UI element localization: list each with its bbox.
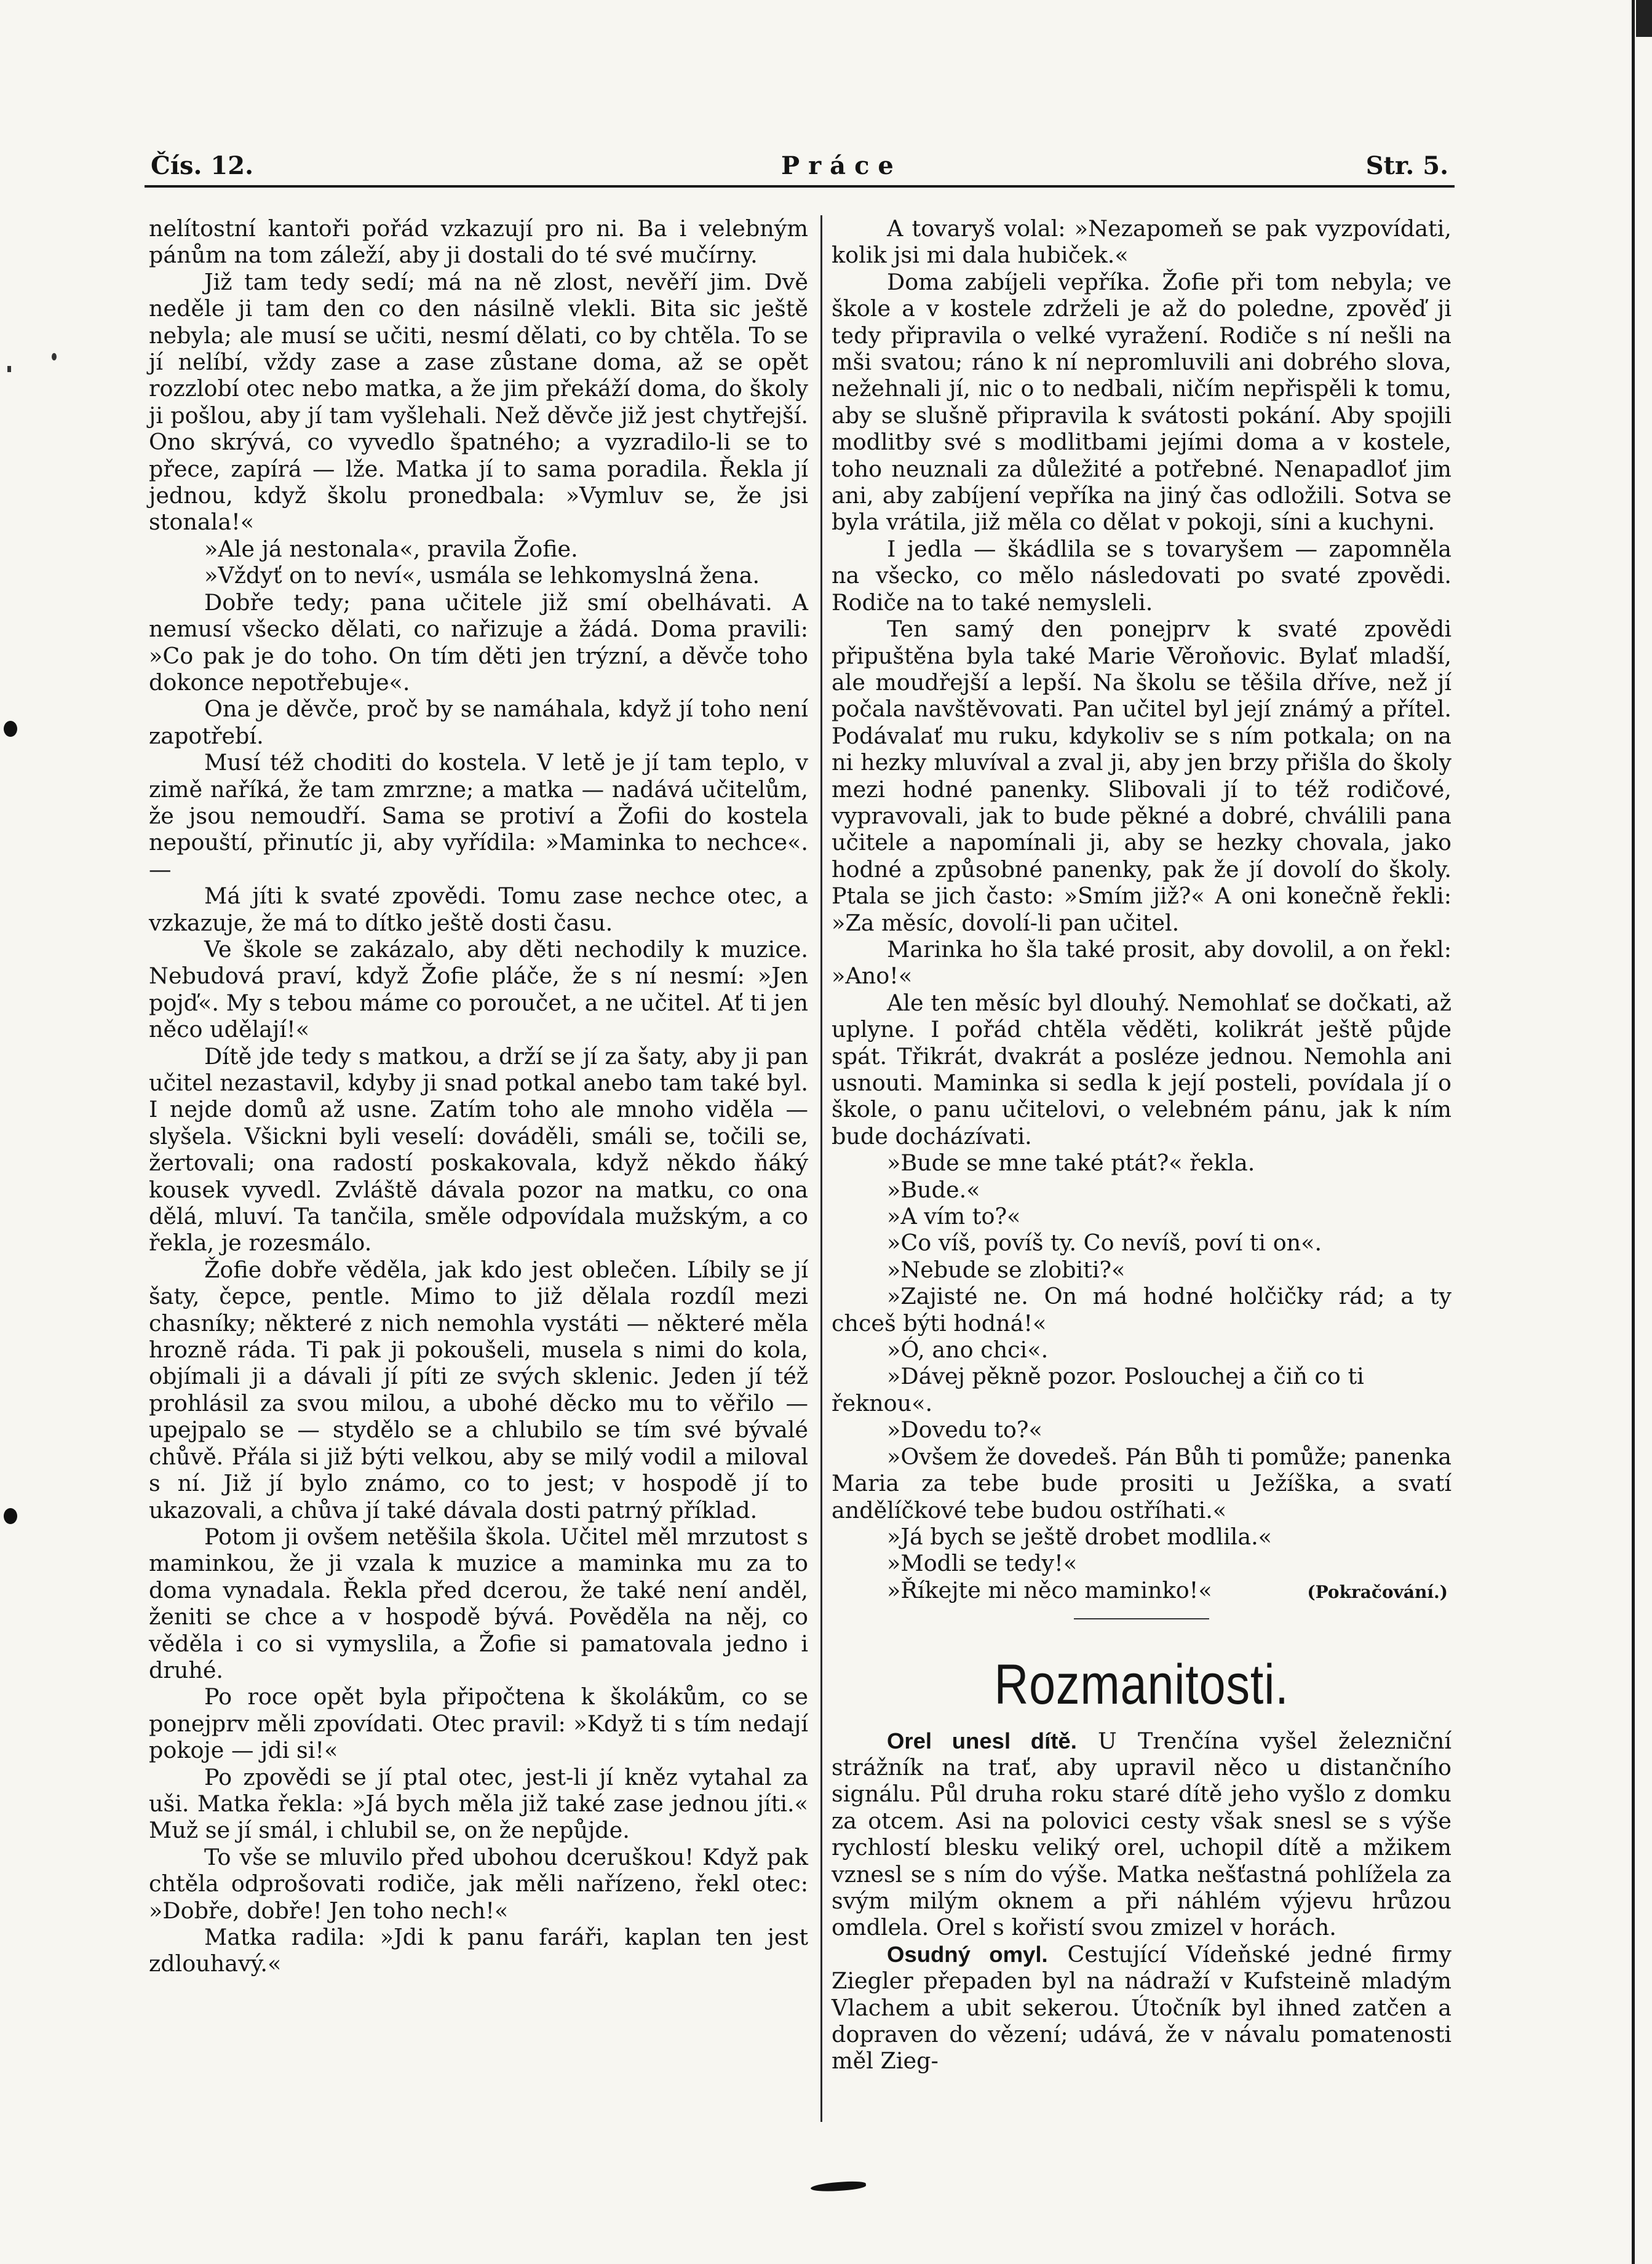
dialogue-line: »Bude.« bbox=[887, 1176, 980, 1203]
paragraph: »Ale já nestonala«, pravila Žofie. bbox=[204, 535, 578, 562]
news-item bbox=[832, 1728, 1451, 1941]
bottom-ink-mark bbox=[811, 2180, 867, 2193]
paragraph: Ona je děvče, proč by se namáhala, když jí toho není zapotřebí. bbox=[149, 696, 808, 749]
newspaper-title: Práce bbox=[781, 151, 902, 180]
paragraph: Ve škole se zakázalo, aby děti nechodily k muzice. Nebudová praví, když Žofie pláče, že s ní nesmí: »Jen pojď«. My s tebou máme co poroučet, a ne učitel. Ať ti jen něco udělají!« bbox=[149, 935, 808, 1043]
dialogue-line: »A vím to?« bbox=[887, 1203, 1021, 1230]
paragraph: Musí též choditi do kostela. V letě je jí tam teplo, v zimě naříká, že tam zmrzne; a matka — nadává učitelům, že jsou nemoudří. Sama se protiví a Žofii do kostela nepouští, přinutíc ji, aby vyřídila: »Maminka to nechce«. — bbox=[149, 749, 808, 883]
paragraph: Matka radila: »Jdi k panu faráři, kaplan ten jest zdlouhavý.« bbox=[149, 1924, 808, 1977]
right-column bbox=[832, 215, 1451, 2075]
dialogue-line: »Bude se mne také ptát?« řekla. bbox=[887, 1150, 1255, 1177]
paragraph: To vše se mluvilo před ubohou dceruškou! Když pak chtěla odprošovati rodiče, jak měli nařízeno, řekl otec: »Dobře, dobře! Jen toho nech!« bbox=[149, 1843, 808, 1924]
dialogue-line: »Říkejte mi něco maminko!« bbox=[887, 1576, 1212, 1603]
page-number: Str. 5. bbox=[1365, 151, 1448, 180]
margin-mark bbox=[7, 366, 11, 372]
dialogue-line: »Dovedu to?« bbox=[887, 1416, 1042, 1444]
dialogue-line: »Dávej pěkně pozor. Poslouchej a čiň co ti řeknou«. bbox=[832, 1363, 1364, 1416]
section-title: Rozmanitosti. bbox=[994, 1653, 1289, 1716]
paragraph: I jedla — škádlila se s tovaryšem — zapomněla na všecko, co mělo následovati po svaté zpovědi. Rodiče na to také nemysleli. bbox=[832, 535, 1451, 616]
dialogue-line: »Ovšem že dovedeš. Pán Bůh ti pomůže; panenka Maria za tebe bude prositi u Ježíška, a svatí andělíčkové tebe budou ostříhati.« bbox=[832, 1443, 1451, 1523]
scan-edge-mark bbox=[1636, 0, 1652, 37]
paragraph: Ale ten měsíc byl dlouhý. Nemohlať se dočkati, až uplyne. I pořád chtěla věděti, kolikrát ještě půjde spát. Třikrát, dvakrát a posléze jednou. Nemohla ani usnouti. Maminka si sedla k její posteli, povídala jí o škole, o panu učitelovi, o velebném pánu, jak k ním bude docházívati. bbox=[832, 989, 1451, 1150]
column-divider bbox=[820, 215, 822, 2122]
news-heading: Osudný omyl. bbox=[887, 1941, 1048, 1967]
news-text: Cestující Vídeňské jedné firmy Ziegler přepaden byl na nádraží v Kufsteině mladým Vlachem a ubit sekerou. Útočník byl ihned zatčen a dopraven do vězení; udává, že v návalu pomatenosti měl Zieg- bbox=[832, 1940, 1451, 2075]
section-rule bbox=[1074, 1618, 1209, 1619]
page-edge-border bbox=[1632, 0, 1635, 2264]
paragraph: Má jíti k svaté zpovědi. Tomu zase nechce otec, a vzkazuje, že má to dítko ještě dosti času. bbox=[149, 883, 808, 936]
news-item bbox=[832, 1941, 1451, 2075]
paragraph: nelítostní kantoři pořád vzkazují pro ni. Ba i velebným pánům na tom záleží, aby ji dostali do té své mučírny. bbox=[149, 215, 808, 269]
ink-speck bbox=[52, 353, 57, 360]
paragraph: Marinka ho šla také prosit, aby dovolil, a on řekl: »Ano!« bbox=[832, 935, 1451, 990]
page-header bbox=[145, 146, 1455, 183]
paragraph: Žofie dobře věděla, jak kdo jest oblečen. Líbily se jí šaty, čepce, pentle. Mimo to již dělala rozdíl mezi chasníky; některé z nich nemohla vystáti — některé měla hrozně ráda. Ti pak ji pokoušeli, musela s nimi do kola, objímali ji a dávali jí píti ze svých sklenic. Jeden jí též prohlásil za svou milou, a ubohé děcko mu to věřilo — upejpalo se — stydělo se a chlubilo se tím své bývalé chůvě. Přála si již býti velkou, aby se milý vodil a miloval s ní. Již jí bylo známo, co to jest; v hospodě jí to ukazovali, a chůva jí také dávala dosti patrný příklad. bbox=[149, 1256, 808, 1523]
news-text: U Trenčína vyšel železniční strážník na trať, aby upravil něco u distančního signálu. Půl druha roku staré dítě jeho vyšlo z domku za otcem. Asi na polovici cesty však snesl se s výše rychlostí blesku veliký orel, uchopil dítě a mžikem vznesl se s ním do výše. Matka nešťastná pohlížela za svým milým oknem a při náhlém výjevu hrůzou omdlela. Orel s kořistí svou zmizel v horách. bbox=[832, 1727, 1451, 1941]
left-column bbox=[149, 215, 808, 1977]
news-heading: Orel unesl dítě. bbox=[887, 1728, 1077, 1754]
punch-hole-mark bbox=[4, 721, 17, 737]
punch-hole-mark bbox=[4, 1508, 17, 1524]
header-rule bbox=[145, 185, 1455, 188]
paragraph: Po zpovědi se jí ptal otec, jest-li jí kněz vytahal za uši. Matka řekla: »Já bych měla již také zase jednou jíti.« Muž se jí smál, i chlubil se, on že nepůjde. bbox=[149, 1763, 808, 1844]
paragraph: Po roce opět byla připočtena k školákům, co se ponejprv měli zpovídati. Otec pravil: »Když ti s tím nedají pokoje — jdi si!« bbox=[149, 1683, 808, 1764]
dialogue-line: »Zajisté ne. On má hodné holčičky rád; a ty chceš býti hodná!« bbox=[832, 1283, 1451, 1337]
dialogue-line: »Já bych se ještě drobet modlila.« bbox=[887, 1523, 1273, 1550]
dialogue-line: »Modli se tedy!« bbox=[887, 1550, 1078, 1577]
paragraph: A tovaryš volal: »Nezapomeň se pak vyzpovídati, kolik jsi mi dala hubiček.« bbox=[832, 215, 1451, 269]
continued-note: (Pokračování.) bbox=[1307, 1582, 1448, 1603]
paragraph: Doma zabíjeli vepříka. Žofie při tom nebyla; ve škole a v kostele zdrželi je až do poledne, zpověď ji tedy připravila o velké vyražení. Rodiče s ní nešli na mši svatou; ráno k ní nepromluvili ani dobrého slova, nežehnali jí, nic o to nedbali, ničím nepřispěli k tomu, aby se slušně připravila k svátosti pokání. Aby spojili modlitby své s modlitbami jejími doma a v kostele, toho neuznali za důležité a potřebné. Nenapadloť jim ani, aby zabíjení vepříka na jiný čas odložili. Sotva se byla vrátila, již měla co dělat v pokoji, síni a kuchyni. bbox=[832, 268, 1451, 536]
issue-number: Čís. 12. bbox=[151, 151, 253, 180]
dialogue-line: »Ó, ano chci«. bbox=[887, 1337, 1049, 1364]
paragraph: Dobře tedy; pana učitele již smí obelhávati. A nemusí všecko dělati, co nařizuje a žádá. Doma pravili: »Co pak je do toho. On tím děti jen trýzní, a děvče toho dokonce nepotřebuje«. bbox=[149, 589, 808, 696]
paragraph: »Vždyť on to neví«, usmála se lehkomyslná žena. bbox=[204, 562, 760, 589]
dialogue-line: »Nebude se zlobiti?« bbox=[887, 1256, 1126, 1283]
dialogue-line: »Co víš, povíš ty. Co nevíš, poví ti on«. bbox=[887, 1229, 1322, 1257]
paragraph: Potom ji ovšem netěšila škola. Učitel měl mrzutost s maminkou, že ji vzala k muzice a maminka mu za to doma vynadala. Řekla před dcerou, že také není anděl, ženiti se chce a v hospodě bývá. Pověděla na něj, co věděla i co si vymyslila, a Žofie si pamatovala jedno i druhé. bbox=[149, 1523, 808, 1683]
paragraph: Již tam tedy sedí; má na ně zlost, nevěří jim. Dvě neděle ji tam den co den násilně vlekli. Bita sic ještě nebyla; ale musí se učiti, nesmí dělati, co by chtěla. To se jí nelíbí, vždy zase a zase zůstane doma, až se opět rozzlobí otec nebo matka, a že jim překáží doma, do školy ji pošlou, aby jí tam vyšlehali. Než děvče již jest chytřejší. Ono skrývá, co vyvedlo špatného; a vyzradilo-li se to přece, zapírá — lže. Matka jí to sama poradila. Řekla jí jednou, když školu pronedbala: »Vymluv se, že jsi stonala!« bbox=[149, 268, 808, 536]
paragraph: Ten samý den ponejprv k svaté zpovědi připuštěna byla také Marie Věroňovic. Bylať mladší, ale moudřejší a lepší. Na školu se těšila dříve, než jí počala navštěvovati. Pan učitel byl její známý a přítel. Podávalať mu ruku, kdykoliv se s ním potkala; on na ni hezky mluvíval a zval ji, aby jen brzy přišla do školy mezi hodné panenky. Slibovali jí to též rodičové, vypravovali, jak to bude pěkné a dobré, chválili pana učitele a napomínali ji, aby se hezky chovala, jako hodné a způsobné panenky, pak že jí dovolí do školy. Ptala se jich často: »Smím již?« A oni konečně řekli: »Za měsíc, dovolí-li pan učitel. bbox=[832, 616, 1451, 936]
paragraph: Dítě jde tedy s matkou, a drží se jí za šaty, aby ji pan učitel nezastavil, kdyby ji snad potkal anebo tam také byl. I nejde domů až usne. Zatím toho ale mnoho viděla — slyšela. Všickni byli veselí: dováděli, smáli se, točili se, žertovali; ona radostí poskakovala, když někdo ňáký kousek vyvedl. Zvláště dávala pozor na matku, co ona dělá, mluví. Ta tančila, směle odpovídala mužským, a co řekla, je rozesmálo. bbox=[149, 1043, 808, 1257]
